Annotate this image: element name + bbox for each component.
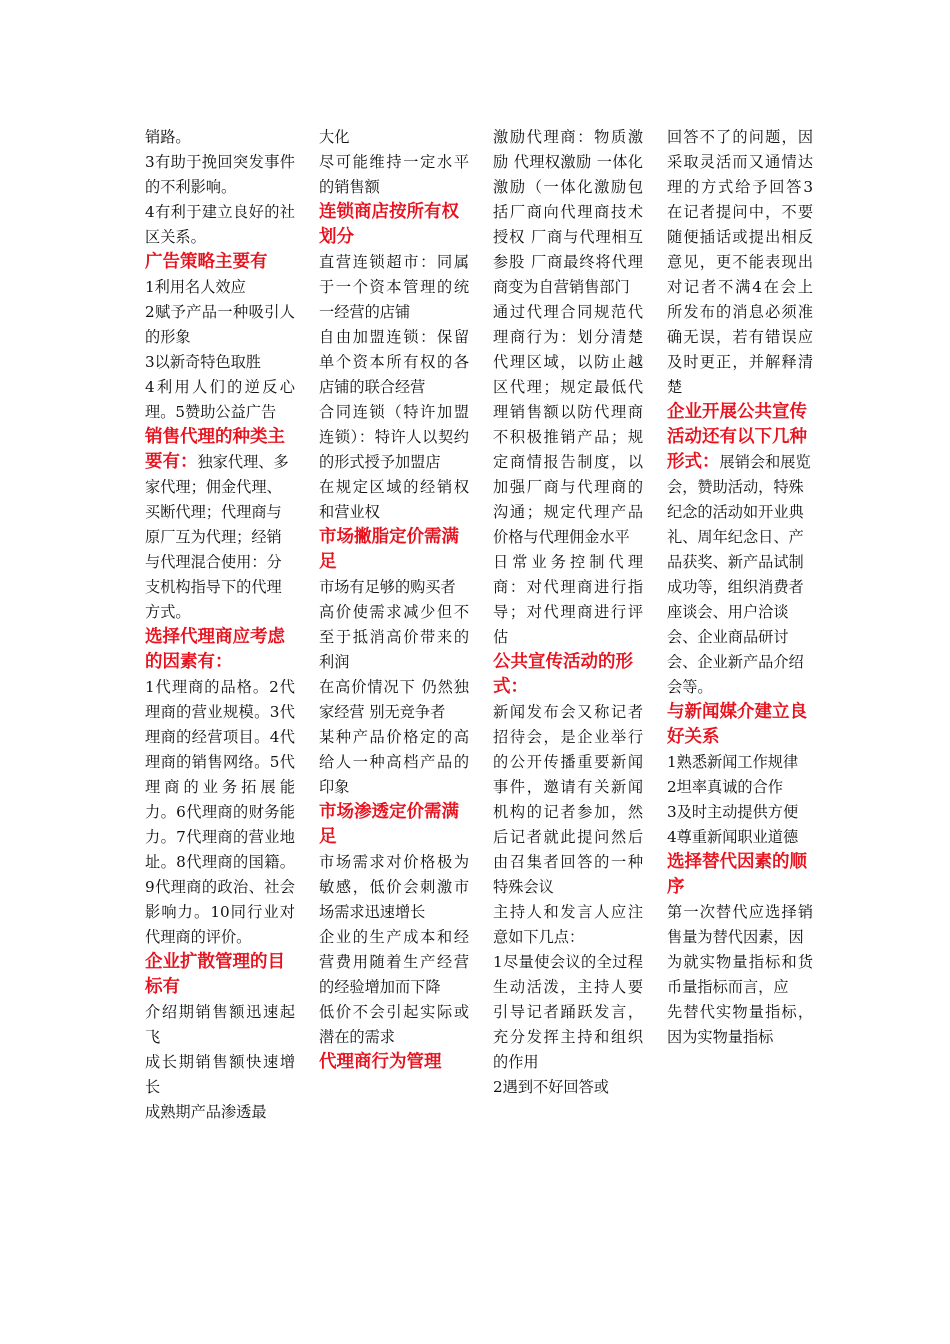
body-paragraph: 1熟悉新闻工作规律 bbox=[667, 753, 799, 771]
body-paragraph: 高价使需求减少但不至于抵消高价带来的利润 bbox=[319, 603, 469, 671]
body-paragraph: 通过代理合同规范代理商行为：划分清楚代理区域，以防止越区代理；规定最低代理销售额以防代理商不积极推销产品；规定商情报告制度，以加强厂商与代理商的沟通；规定代理产品价格与代理佣金水平 bbox=[493, 303, 643, 546]
section-heading bbox=[319, 800, 469, 850]
body-paragraph: 日常业务控制代理商：对代理商进行指导；对代理商进行评估 bbox=[493, 553, 643, 646]
body-paragraph: 企业的生产成本和经营费用随着生产经营的经验增加而下降 bbox=[319, 928, 469, 996]
body-paragraph: 低价不会引起实际或潜在的需求 bbox=[319, 1003, 469, 1046]
body-paragraph: 在规定区域的经销权和营业权 bbox=[319, 478, 469, 521]
body-paragraph: 1代理商的品格。2代理商的营业规模。3代理商的经营项目。4代理商的销售网络。5代理商的业务拓展能力。6代理商的财务能力。7代理商的营业地址。8代理商的国籍。9代理商的政治、社会影响力。10同行业对代理商的评价。 bbox=[145, 678, 295, 946]
body-paragraph: 销路。 bbox=[145, 128, 191, 146]
body-paragraph: 第一次替代应选择销售量为替代因素，因 bbox=[667, 903, 813, 946]
section-heading-body-text: 独家代理、多家代理；佣金代理、买断代理；代理商与原厂互为代理；经销与代理混合使用：分支机构指导下的代理方式。 bbox=[145, 453, 289, 621]
column-2 bbox=[319, 125, 469, 1075]
body-paragraph: 在高价情况下 仍然独家经营 别无竞争者 bbox=[319, 678, 469, 721]
section-heading bbox=[667, 850, 813, 900]
section-heading-label: 销售代理的种类主要有： bbox=[145, 427, 285, 472]
body-paragraph: 市场有足够的购买者 bbox=[319, 578, 456, 596]
section-heading bbox=[145, 250, 295, 275]
column-4 bbox=[667, 125, 813, 1050]
section-heading-label: 市场渗透定价需满足 bbox=[319, 802, 459, 847]
body-paragraph: 合同连锁（特许加盟连锁）：特许人以契约的形式授予加盟店 bbox=[319, 403, 469, 471]
section-heading bbox=[145, 425, 295, 625]
section-heading-body-text: 展销会和展览会，赞助活动，特殊纪念的活动如开业典礼、周年纪念日、产品获奖、新产品试制成功等，组织消费者座谈会、用户洽谈会、企业商品研讨会、企业新产品介绍会等。 bbox=[667, 453, 811, 696]
body-paragraph: 回答不了的问题，因采取灵活而又通情达理的方式给予回答3在记者提问中，不要随便插话或提出相反意见，更不能表现出对记者不满4在会上所发布的消息必须准确无误，若有错误应及时更正，并解释清楚 bbox=[667, 128, 813, 396]
section-heading-label: 市场撇脂定价需满足 bbox=[319, 527, 459, 572]
body-paragraph: 介绍期销售额迅速起飞 bbox=[145, 1003, 295, 1046]
section-heading bbox=[319, 1050, 469, 1075]
body-paragraph: 4利用人们的逆反心理。5赞助公益广告 bbox=[145, 378, 295, 421]
section-heading bbox=[145, 950, 295, 1000]
body-paragraph: 1利用名人效应 bbox=[145, 278, 246, 296]
section-heading bbox=[667, 700, 813, 750]
section-heading-label: 选择代理商应考虑的因素有： bbox=[145, 627, 285, 672]
section-heading bbox=[319, 200, 469, 250]
section-heading-label: 企业开展公共宣传活动还有以下几种形式： bbox=[667, 402, 807, 472]
body-paragraph: 3以新奇特色取胜 bbox=[145, 353, 261, 371]
body-paragraph: 3及时主动提供方便 bbox=[667, 803, 799, 821]
body-paragraph: 成长期销售额快速增长 bbox=[145, 1053, 295, 1096]
body-paragraph: 1尽量使会议的全过程生动活泼，主持人要引导记者踊跃发言，充分发挥主持和组织的作用 bbox=[493, 953, 643, 1071]
section-heading bbox=[493, 650, 643, 700]
body-paragraph: 成熟期产品渗透最 bbox=[145, 1103, 267, 1121]
body-paragraph: 某种产品价格定的高 给人一种高档产品的印象 bbox=[319, 728, 469, 796]
body-paragraph: 4尊重新闻职业道德 bbox=[667, 828, 799, 846]
body-paragraph: 主持人和发言人应注意如下几点： bbox=[493, 903, 643, 946]
body-paragraph: 尽可能维持一定水平的销售额 bbox=[319, 153, 469, 196]
section-heading-label: 代理商行为管理 bbox=[319, 1052, 442, 1072]
body-paragraph: 激励代理商：物质激励 代理权激励 一体化激励（一体化激励包括厂商向代理商技术授权 厂商与代理相互参股 厂商最终将代理商变为自营销售部门 bbox=[493, 128, 643, 296]
body-paragraph: 大化 bbox=[319, 128, 350, 146]
section-heading-label: 与新闻媒介建立良好关系 bbox=[667, 702, 807, 747]
section-heading-label: 选择替代因素的顺序 bbox=[667, 852, 807, 897]
section-heading bbox=[667, 400, 813, 700]
body-paragraph: 先替代实物量指标，因为实物量指标 bbox=[667, 1003, 813, 1046]
body-paragraph: 直营连锁超市：同属于一个资本管理的统一经营的店铺 bbox=[319, 253, 469, 321]
section-heading bbox=[319, 525, 469, 575]
body-paragraph: 新闻发布会又称记者招待会，是企业举行的公开传播重要新闻事件，邀请有关新闻机构的记者参加，然后记者就此提问然后由召集者回答的一种特殊会议 bbox=[493, 703, 643, 896]
body-paragraph: 2赋予产品一种吸引人的形象 bbox=[145, 303, 295, 346]
body-paragraph: 市场需求对价格极为敏感，低价会刺激市场需求迅速增长 bbox=[319, 853, 469, 921]
section-heading bbox=[145, 625, 295, 675]
body-paragraph: 2遇到不好回答或 bbox=[493, 1078, 609, 1096]
body-paragraph: 2坦率真诚的合作 bbox=[667, 778, 783, 796]
column-1 bbox=[145, 125, 295, 1125]
section-heading-label: 连锁商店按所有权划分 bbox=[319, 202, 459, 247]
body-paragraph: 3有助于挽回突发事件的不利影响。 bbox=[145, 153, 295, 196]
column-3 bbox=[493, 125, 643, 1100]
body-paragraph: 自由加盟连锁：保留单个资本所有权的各店铺的联合经营 bbox=[319, 328, 469, 396]
section-heading-label: 企业扩散管理的目标有 bbox=[145, 952, 285, 997]
section-heading-label: 广告策略主要有 bbox=[145, 252, 268, 272]
section-heading-label: 公共宣传活动的形式： bbox=[493, 652, 633, 697]
body-paragraph: 4有利于建立良好的社区关系。 bbox=[145, 203, 295, 246]
body-paragraph: 为就实物量指标和货币量指标而言，应 bbox=[667, 953, 813, 996]
